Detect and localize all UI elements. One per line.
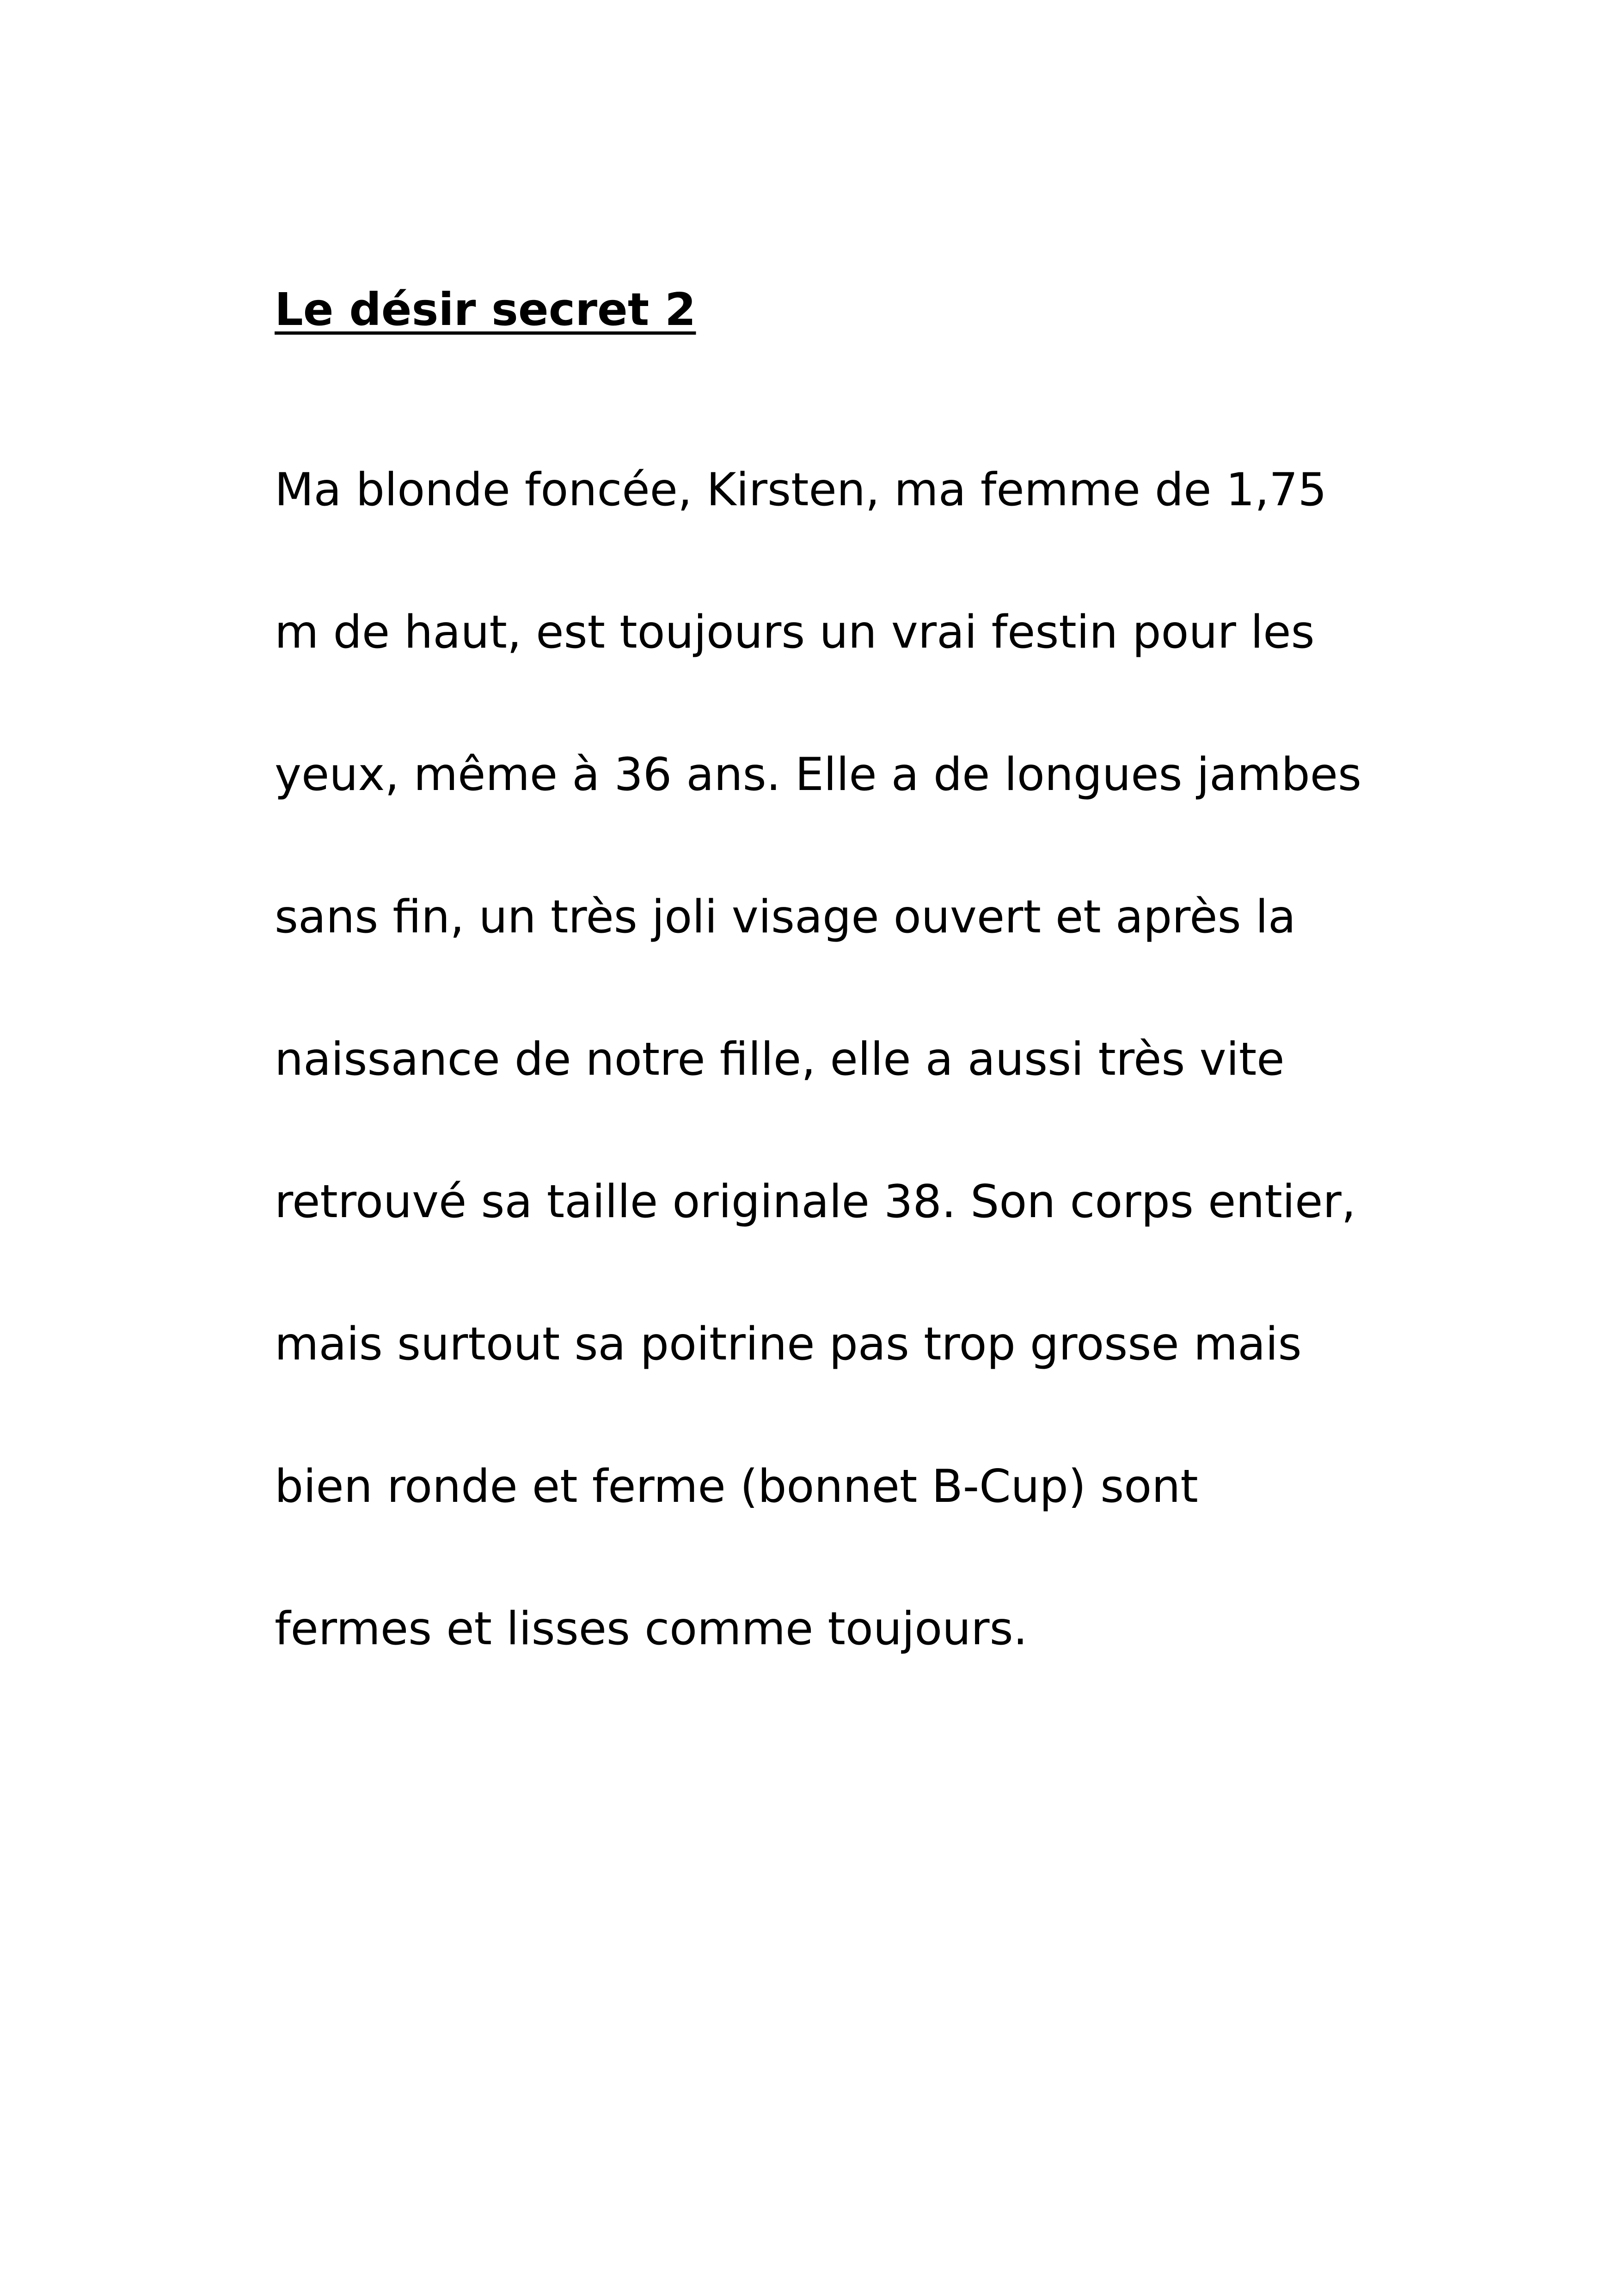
text-line: mais surtout sa poitrine pas trop grosse mais (275, 1318, 1302, 1371)
text-line: m de haut, est toujours un vrai festin pour les (275, 606, 1315, 659)
text-line: naissance de notre fille, elle a aussi très vite (275, 1033, 1285, 1086)
text-line: retrouvé sa taille originale 38. Son corps entier, (275, 1176, 1356, 1228)
text-line: fermes et lisses comme toujours. (275, 1603, 1028, 1655)
text-line: sans fin, un très joli visage ouvert et après la (275, 891, 1296, 943)
text-line: bien ronde et ferme (bonnet B-Cup) sont (275, 1460, 1198, 1513)
text-line: yeux, même à 36 ans. Elle a de longues jambes (275, 748, 1362, 801)
document-body (275, 462, 1361, 1744)
text-line: Ma blonde foncée, Kirsten, ma femme de 1,75 (275, 464, 1327, 516)
document-title: Le désir secret 2 (275, 283, 696, 336)
